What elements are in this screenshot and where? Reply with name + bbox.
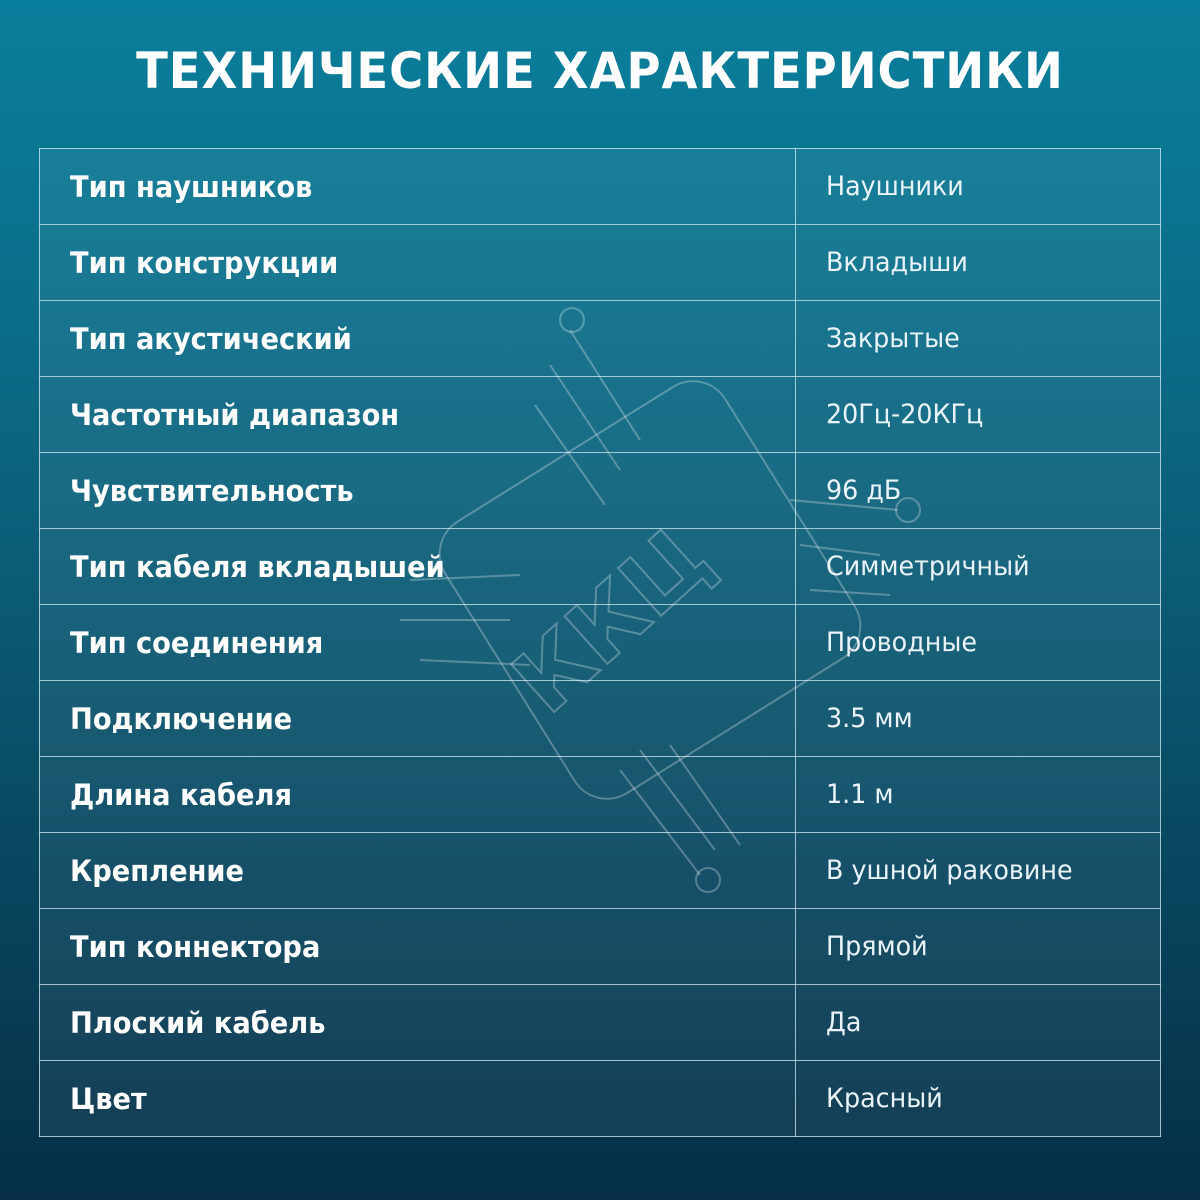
spec-value-label: 1.1 м bbox=[826, 779, 894, 810]
spec-value-cell bbox=[796, 833, 1161, 909]
spec-param-label: Плоский кабель bbox=[70, 1005, 326, 1040]
spec-value-label: 20Гц-20КГц bbox=[826, 399, 984, 430]
spec-param-cell bbox=[40, 757, 796, 833]
table-row bbox=[40, 149, 1161, 225]
spec-param-cell bbox=[40, 149, 796, 225]
table-row bbox=[40, 1061, 1161, 1137]
spec-value-label: 3.5 мм bbox=[826, 703, 913, 734]
table-row bbox=[40, 833, 1161, 909]
spec-value-label: Наушники bbox=[826, 171, 964, 202]
spec-value-cell bbox=[796, 301, 1161, 377]
spec-param-label: Тип наушников bbox=[70, 169, 313, 204]
spec-value-label: Красный bbox=[826, 1083, 943, 1114]
spec-value-cell bbox=[796, 377, 1161, 453]
spec-param-cell bbox=[40, 833, 796, 909]
specs-table-body bbox=[40, 149, 1161, 1137]
spec-value-cell bbox=[796, 149, 1161, 225]
spec-value-label: Вкладыши bbox=[826, 247, 968, 278]
page-title: ТЕХНИЧЕСКИЕ ХАРАКТЕРИСТИКИ bbox=[136, 42, 1064, 100]
table-row bbox=[40, 225, 1161, 301]
spec-param-label: Чувствительность bbox=[70, 473, 354, 508]
spec-value-label: В ушной раковине bbox=[826, 855, 1073, 886]
spec-value-cell bbox=[796, 453, 1161, 529]
spec-param-label: Частотный диапазон bbox=[70, 397, 400, 432]
spec-param-cell bbox=[40, 225, 796, 301]
spec-value-cell bbox=[796, 529, 1161, 605]
table-row bbox=[40, 985, 1161, 1061]
specs-table bbox=[39, 148, 1161, 1137]
table-row bbox=[40, 529, 1161, 605]
spec-param-label: Тип соединения bbox=[70, 625, 324, 660]
watermark-text: ККЦ bbox=[493, 505, 730, 734]
spec-value-label: Да bbox=[826, 1007, 862, 1038]
spec-param-cell bbox=[40, 377, 796, 453]
spec-value-label: Закрытые bbox=[826, 323, 960, 354]
spec-param-label: Длина кабеля bbox=[70, 777, 292, 812]
spec-value-cell bbox=[796, 909, 1161, 985]
spec-value-cell bbox=[796, 985, 1161, 1061]
spec-param-label: Подключение bbox=[70, 701, 293, 736]
spec-param-cell bbox=[40, 681, 796, 757]
table-row bbox=[40, 909, 1161, 985]
spec-value-label: Проводные bbox=[826, 627, 978, 658]
spec-param-label: Тип кабеля вкладышей bbox=[70, 549, 445, 584]
spec-param-label: Тип коннектора bbox=[70, 929, 321, 964]
spec-param-cell bbox=[40, 985, 796, 1061]
spec-value-label: 96 дБ bbox=[826, 475, 902, 506]
spec-param-cell bbox=[40, 909, 796, 985]
table-row bbox=[40, 681, 1161, 757]
table-row bbox=[40, 757, 1161, 833]
spec-value-label: Прямой bbox=[826, 931, 928, 962]
spec-value-label: Симметричный bbox=[826, 551, 1030, 582]
spec-param-label: Цвет bbox=[70, 1081, 147, 1116]
spec-param-cell bbox=[40, 453, 796, 529]
spec-param-label: Тип акустический bbox=[70, 321, 352, 356]
spec-param-cell bbox=[40, 301, 796, 377]
spec-param-label: Тип конструкции bbox=[70, 245, 339, 280]
spec-value-cell bbox=[796, 225, 1161, 301]
table-row bbox=[40, 301, 1161, 377]
spec-param-cell bbox=[40, 605, 796, 681]
spec-value-cell bbox=[796, 1061, 1161, 1137]
spec-param-label: Крепление bbox=[70, 853, 245, 888]
table-row bbox=[40, 605, 1161, 681]
spec-param-cell bbox=[40, 1061, 796, 1137]
spec-value-cell bbox=[796, 757, 1161, 833]
table-row bbox=[40, 377, 1161, 453]
spec-param-cell bbox=[40, 529, 796, 605]
table-row bbox=[40, 453, 1161, 529]
spec-value-cell bbox=[796, 681, 1161, 757]
spec-value-cell bbox=[796, 605, 1161, 681]
